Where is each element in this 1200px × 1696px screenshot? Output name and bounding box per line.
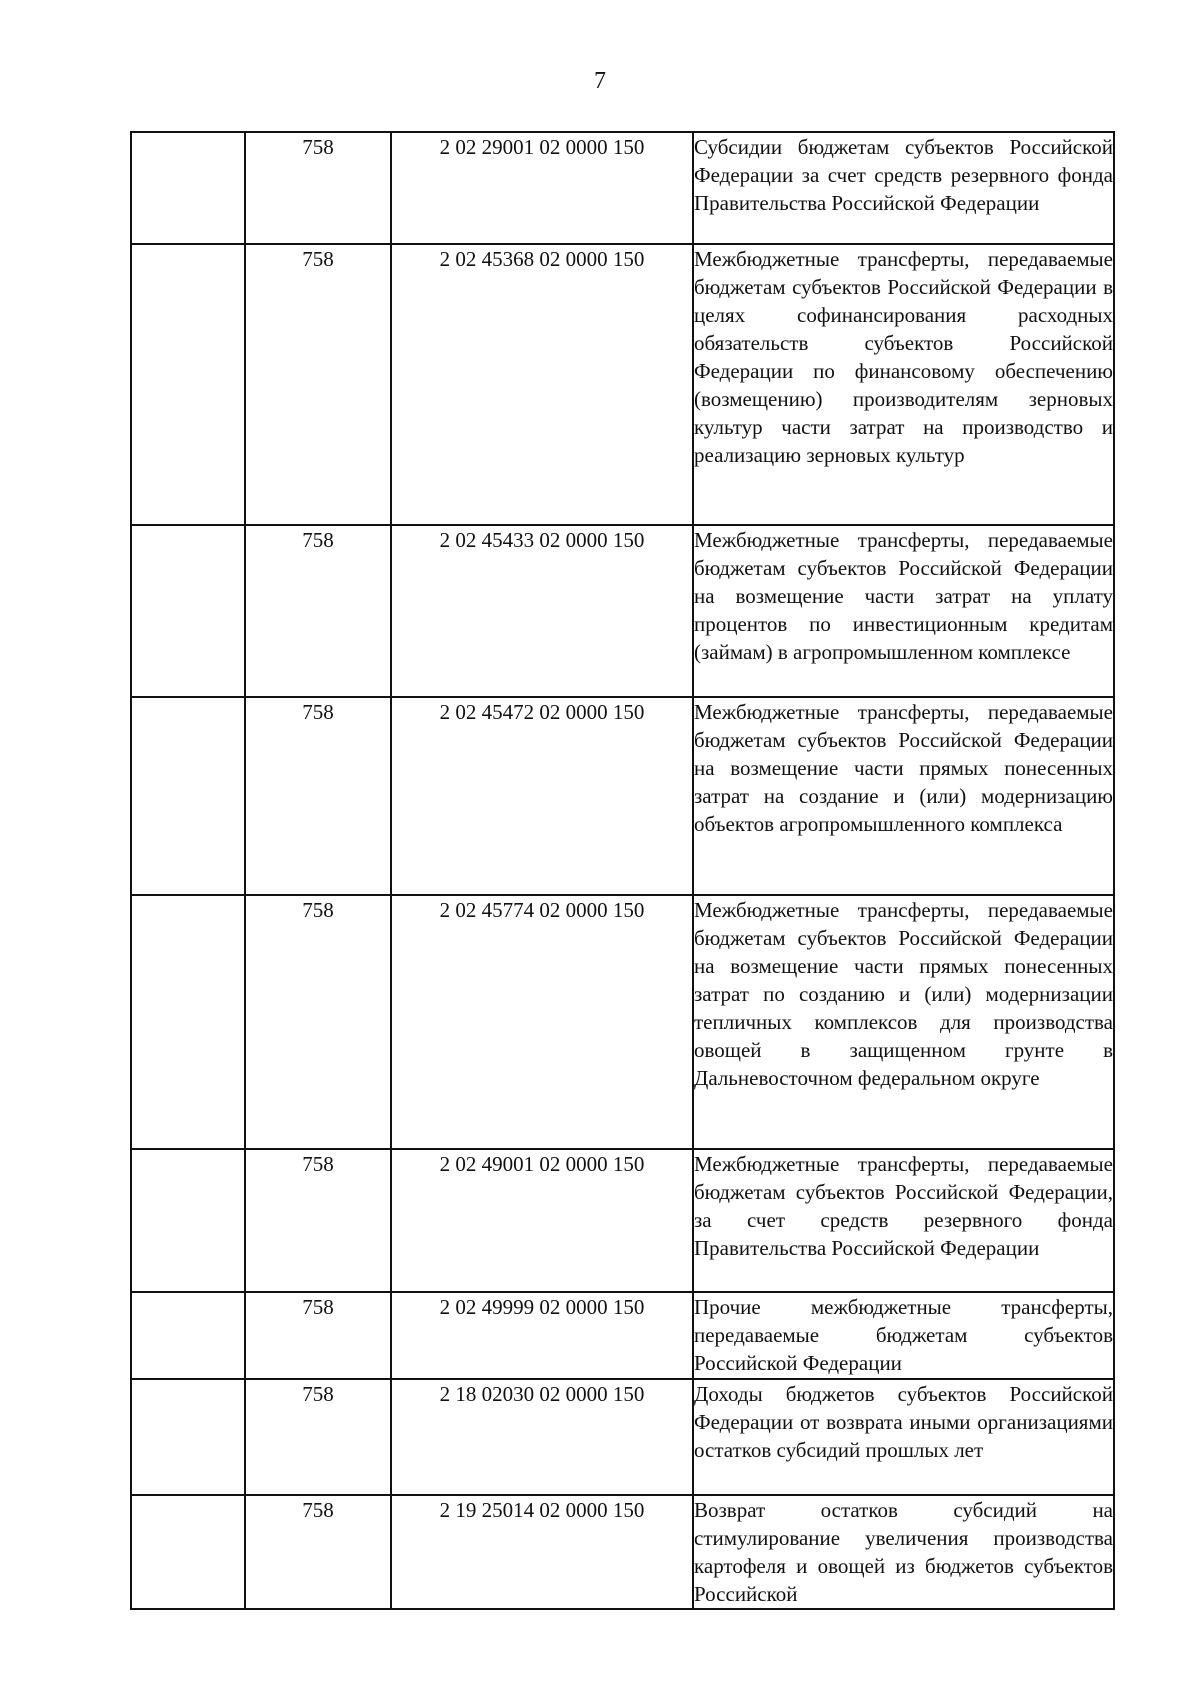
kbk-code-cell: 2 19 25014 02 0000 150 [391,1495,693,1609]
description-cell: Межбюджетные трансферты, передаваемые бюджетам субъектов Российской Федерации, за счет средств резервного фонда Правительства Российской Федерации [693,1149,1114,1292]
table-row [131,1495,1114,1609]
row-number-cell [131,1292,245,1379]
table-row [131,244,1114,525]
page-number: 7 [594,68,606,94]
revenue-codes-table [130,131,1115,1610]
description-cell: Межбюджетные трансферты, передаваемые бюджетам субъектов Российской Федерации на возмещение части прямых понесенных затрат на создание и (или) модернизацию объектов агропромышленного комплекса [693,697,1114,895]
admin-code-cell: 758 [245,1292,391,1379]
kbk-code-cell: 2 02 49999 02 0000 150 [391,1292,693,1379]
table-row [131,1292,1114,1379]
row-number-cell [131,1149,245,1292]
description-cell: Межбюджетные трансферты, передаваемые бюджетам субъектов Российской Федерации на возмещение части затрат на уплату процентов по инвестиционным кредитам (займам) в агропромышленном комплексе [693,525,1114,697]
table-row [131,1379,1114,1495]
description-cell: Межбюджетные трансферты, передаваемые бюджетам субъектов Российской Федерации в целях софинансирования расходных обязательств субъектов Российской Федерации по финансовому обеспечению (возмещению) производителям зерновых культур части затрат на производство и реализацию зерновых культур [693,244,1114,525]
row-number-cell [131,525,245,697]
row-number-cell [131,895,245,1149]
admin-code-cell: 758 [245,895,391,1149]
table-row [131,1149,1114,1292]
row-number-cell [131,244,245,525]
table-row [131,525,1114,697]
kbk-code-cell: 2 02 29001 02 0000 150 [391,132,693,244]
row-number-cell [131,697,245,895]
kbk-code-cell: 2 02 49001 02 0000 150 [391,1149,693,1292]
table-row [131,132,1114,244]
admin-code-cell: 758 [245,525,391,697]
row-number-cell [131,1495,245,1609]
table-row [131,697,1114,895]
kbk-code-cell: 2 02 45433 02 0000 150 [391,525,693,697]
kbk-code-cell: 2 18 02030 02 0000 150 [391,1379,693,1495]
kbk-code-cell: 2 02 45774 02 0000 150 [391,895,693,1149]
description-cell: Возврат остатков субсидий на стимулирование увеличения производства картофеля и овощей из бюджетов субъектов Российской [693,1495,1114,1609]
admin-code-cell: 758 [245,1149,391,1292]
kbk-code-cell: 2 02 45472 02 0000 150 [391,697,693,895]
table-row [131,895,1114,1149]
admin-code-cell: 758 [245,1379,391,1495]
row-number-cell [131,1379,245,1495]
description-cell: Субсидии бюджетам субъектов Российской Федерации за счет средств резервного фонда Правительства Российской Федерации [693,132,1114,244]
admin-code-cell: 758 [245,697,391,895]
description-cell: Доходы бюджетов субъектов Российской Федерации от возврата иными организациями остатков субсидий прошлых лет [693,1379,1114,1495]
admin-code-cell: 758 [245,244,391,525]
admin-code-cell: 758 [245,132,391,244]
description-cell: Межбюджетные трансферты, передаваемые бюджетам субъектов Российской Федерации на возмещение части прямых понесенных затрат по созданию и (или) модернизации тепличных комплексов для производства овощей в защищенном грунте в Дальневосточном федеральном округе [693,895,1114,1149]
row-number-cell [131,132,245,244]
kbk-code-cell: 2 02 45368 02 0000 150 [391,244,693,525]
admin-code-cell: 758 [245,1495,391,1609]
description-cell: Прочие межбюджетные трансферты, передаваемые бюджетам субъектов Российской Федерации [693,1292,1114,1379]
